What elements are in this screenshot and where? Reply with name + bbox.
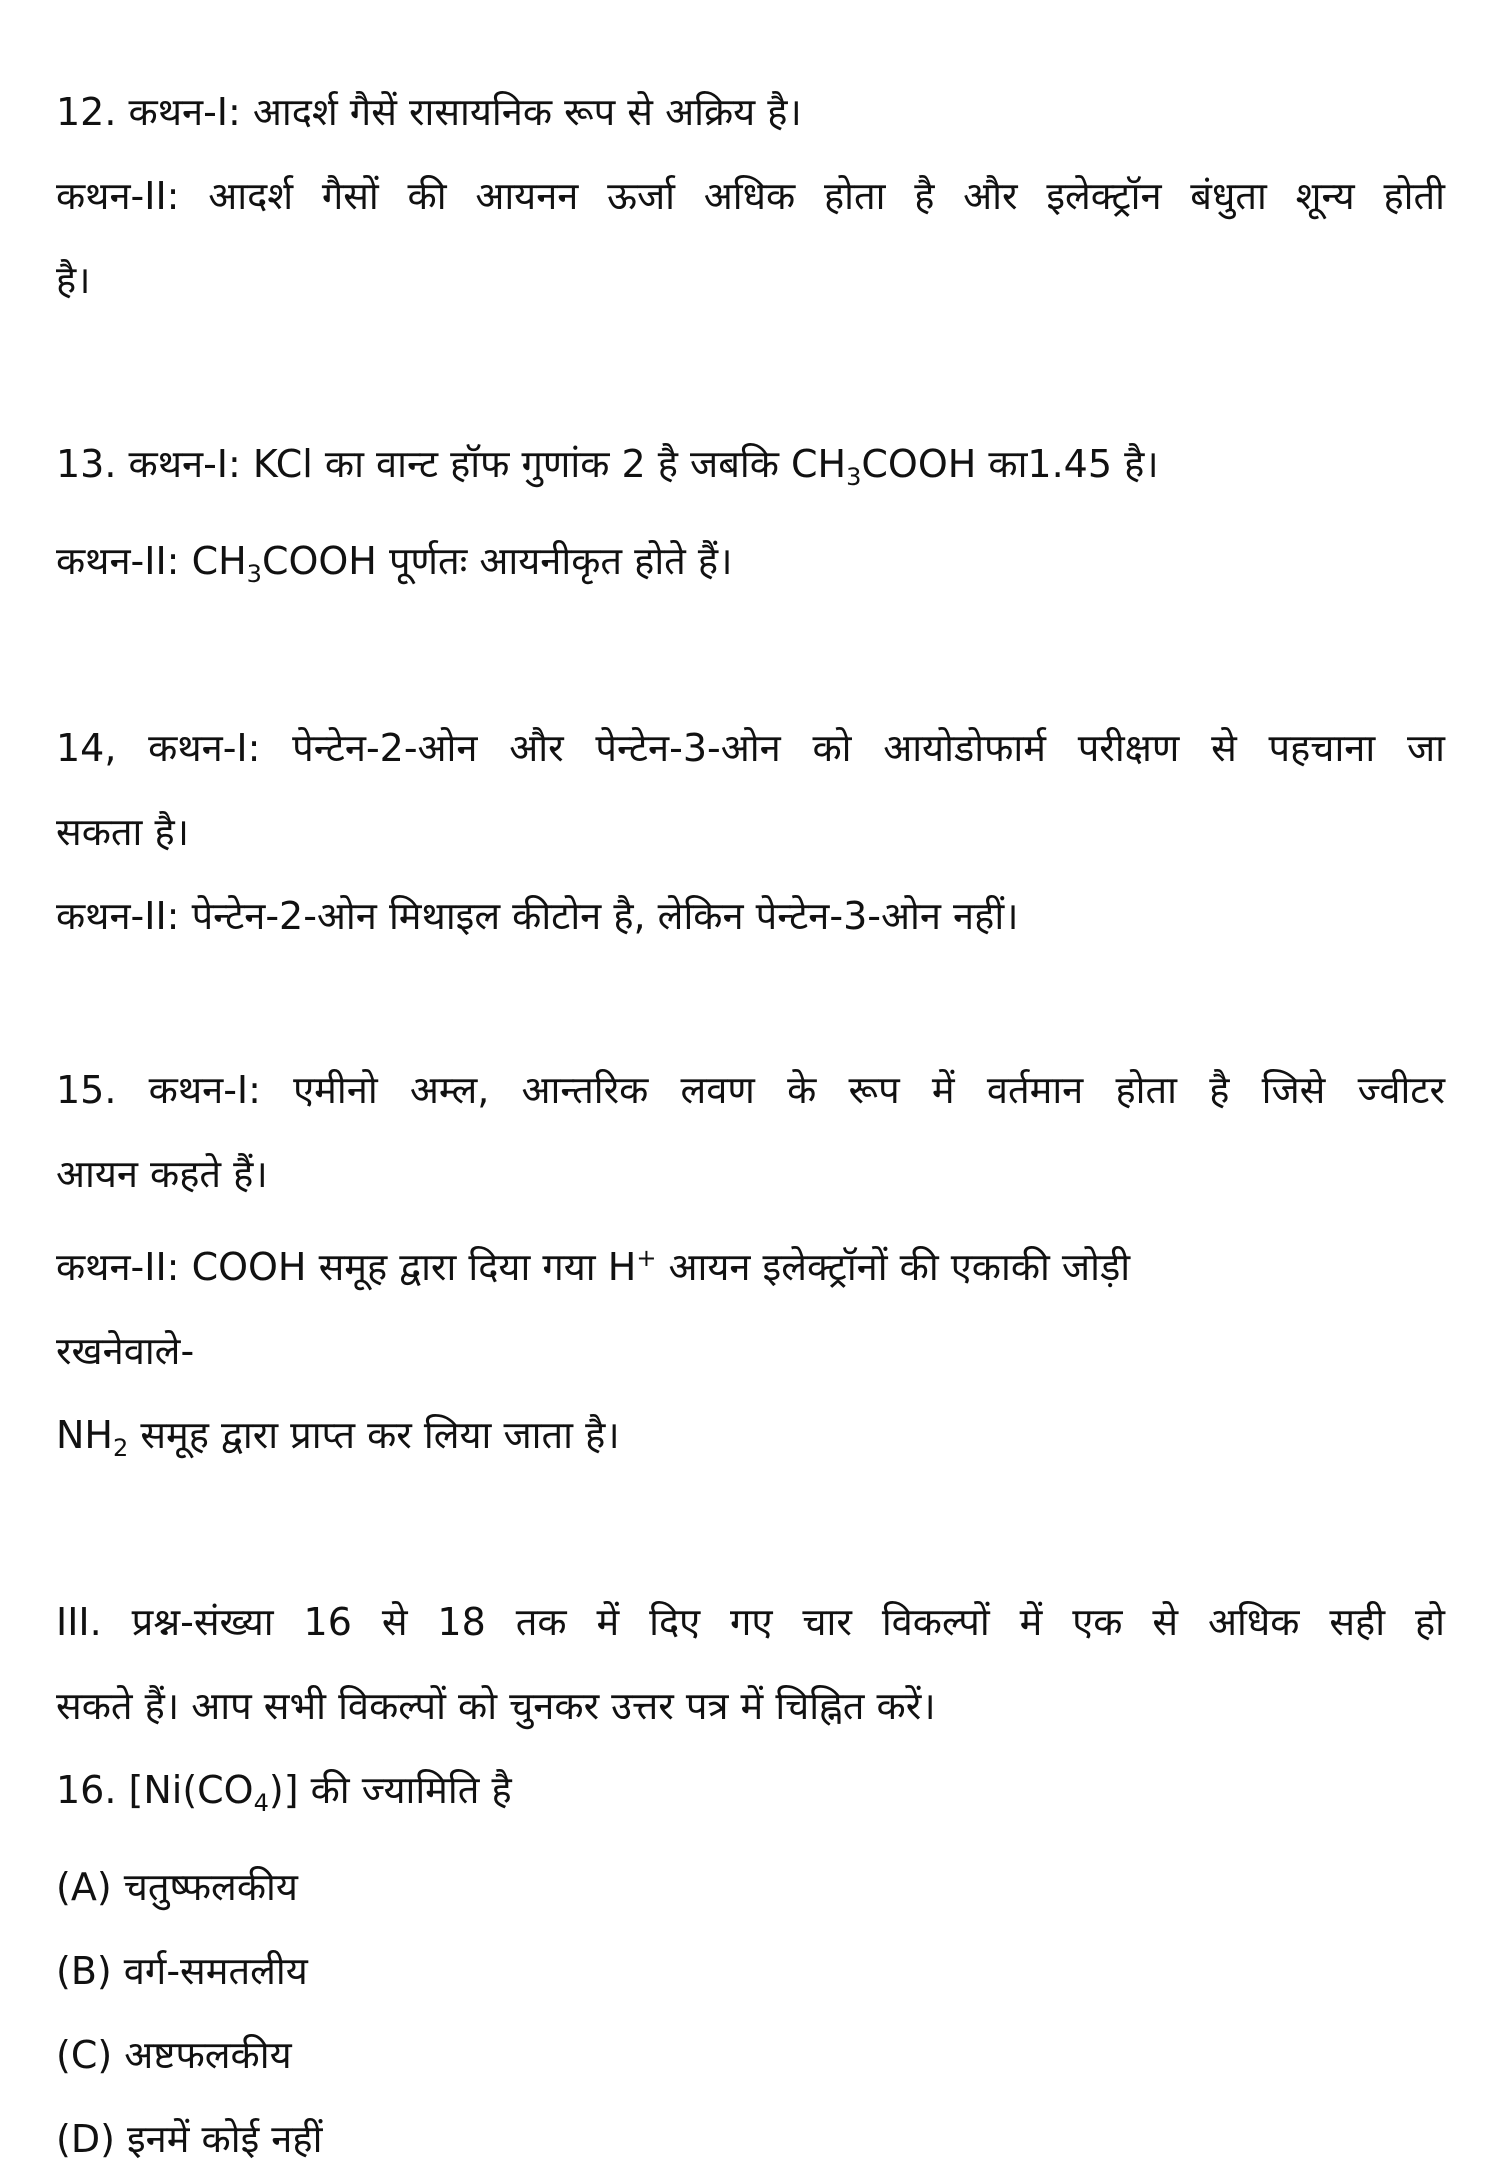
question-16 bbox=[56, 1748, 1445, 2181]
q12-statement-1: 12. कथन-I: आदर्श गैसें रासायनिक रूप से अक्रिय है। bbox=[56, 90, 802, 134]
q12-statement-2-cont: है। bbox=[56, 258, 91, 302]
q15-s2-superscript: + bbox=[636, 1244, 657, 1272]
q16-stem-text-end: )] की ज्यामिति है bbox=[268, 1768, 512, 1812]
q13-s2-text: कथन-II: CH bbox=[56, 539, 247, 583]
q15-s2-text: कथन-II: COOH समूह द्वारा दिया गया H bbox=[56, 1245, 637, 1289]
q15-nh-subscript: 2 bbox=[113, 1434, 129, 1462]
q16-option-d: (D) इनमें कोई नहीं bbox=[56, 2117, 323, 2161]
q13-s1-subscript: 3 bbox=[846, 463, 862, 491]
q15-s2-text-end: आयन इलेक्ट्रॉनों की एकाकी जोड़ी bbox=[656, 1245, 1131, 1289]
section-3-instructions bbox=[56, 1580, 1445, 1748]
q13-s1-text-end: COOH का1.45 है। bbox=[861, 442, 1159, 486]
q14-statement-1-cont: सकता है। bbox=[56, 810, 190, 854]
q16-option-a: (A) चतुष्फलकीय bbox=[56, 1865, 298, 1909]
q15-statement-2 bbox=[56, 1216, 1445, 1309]
q14-statement-1: 14, कथन-I: पेन्टेन-2-ओन और पेन्टेन-3-ओन को आयोडोफार्म परीक्षण से पहचाना जा bbox=[56, 726, 1445, 770]
section-3-line-1: III. प्रश्न-संख्या 16 से 18 तक में दिए गए चार विकल्पों में एक से अधिक सही हो bbox=[56, 1600, 1445, 1644]
q16-stem bbox=[56, 1748, 1445, 1845]
q13-s2-text-end: COOH पूर्णतः आयनीकृत होते हैं। bbox=[261, 539, 733, 583]
question-12 bbox=[56, 70, 1445, 322]
q13-s2-subscript: 3 bbox=[246, 560, 262, 588]
q15-nh-text-end: समूह द्वारा प्राप्त कर लिया जाता है। bbox=[128, 1413, 620, 1457]
q14-statement-2: कथन-II: पेन्टेन-2-ओन मिथाइल कीटोन है, लेकिन पेन्टेन-3-ओन नहीं। bbox=[56, 894, 1019, 938]
q15-statement-1-cont: आयन कहते हैं। bbox=[56, 1152, 268, 1196]
q16-option-b: (B) वर्ग-समतलीय bbox=[56, 1949, 308, 1993]
q15-statement-1: 15. कथन-I: एमीनो अम्ल, आन्तरिक लवण के रूप में वर्तमान होता है जिसे ज्वीटर bbox=[56, 1068, 1445, 1112]
q16-stem-text: 16. [Ni(CO bbox=[56, 1768, 254, 1812]
q13-statement-2 bbox=[56, 519, 1445, 616]
q15-nh-text: NH bbox=[56, 1413, 113, 1457]
question-13 bbox=[56, 422, 1445, 616]
q12-statement-2: कथन-II: आदर्श गैसों की आयनन ऊर्जा अधिक होता है और इलेक्ट्रॉन बंधुता शून्य होती bbox=[56, 174, 1445, 218]
q15-statement-2-cont-2 bbox=[56, 1393, 1445, 1490]
section-3-line-2: सकते हैं। आप सभी विकल्पों को चुनकर उत्तर पत्र में चिह्नित करें। bbox=[56, 1684, 936, 1728]
q15-statement-2-cont: रखनेवाले- bbox=[56, 1329, 195, 1373]
q16-option-c: (C) अष्टफलकीय bbox=[56, 2033, 292, 2077]
q16-stem-subscript: 4 bbox=[253, 1789, 269, 1817]
question-14 bbox=[56, 706, 1445, 958]
q13-statement-1 bbox=[56, 422, 1445, 519]
q13-s1-text: 13. कथन-I: KCl का वान्ट हॉफ गुणांक 2 है जबकि CH bbox=[56, 442, 847, 486]
question-15 bbox=[56, 1048, 1445, 1490]
